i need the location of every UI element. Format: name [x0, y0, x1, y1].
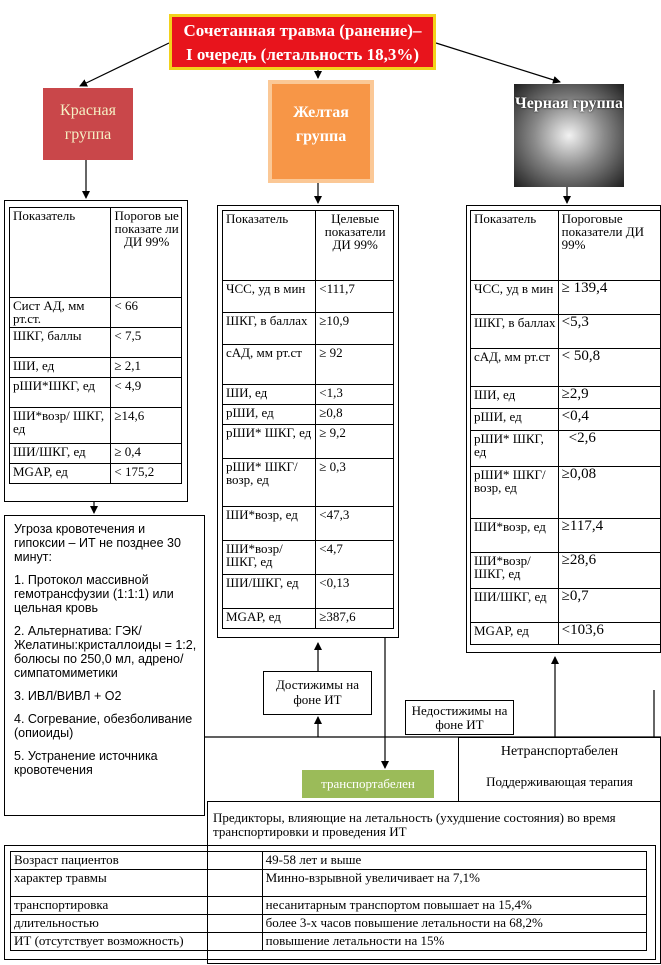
table-header-row [471, 211, 661, 281]
table-header-row [10, 208, 182, 298]
table-cell: < 175,2 [111, 464, 182, 484]
table-row [471, 553, 661, 589]
table-cell: ≥ 2,1 [111, 358, 182, 378]
table-row [223, 575, 394, 609]
table-cell: ≥0,08 [558, 467, 660, 519]
protocol-step: 1. Протокол массивной гемотрансфузии (1:1:1) или цельная кровь [14, 573, 174, 615]
table-cell: сАД, мм рт.ст [223, 345, 316, 385]
table-cell: характер травмы [11, 870, 263, 897]
table-cell: ШКГ, в баллах [223, 313, 316, 345]
table-row [223, 507, 394, 541]
black-thresholds-table [470, 210, 661, 645]
main-title-box [169, 14, 436, 70]
table-cell: ≥ 0,4 [111, 444, 182, 464]
table-cell: ≥0,8 [316, 405, 394, 425]
table-row [10, 464, 182, 484]
main-title-line2: I очередь (летальность 18,3%) [186, 45, 419, 64]
table-row [223, 459, 394, 507]
table-row [223, 425, 394, 459]
transportable-box: транспортабелен [302, 770, 434, 798]
table-cell: MGAP, ед [10, 464, 111, 484]
table-cell: сАД, мм рт.ст [471, 349, 559, 387]
table-row [11, 897, 647, 915]
table-row [223, 313, 394, 345]
table-cell: ШИ, ед [10, 358, 111, 378]
protocol-step: 5. Устранение источника кровотечения [14, 749, 158, 777]
table-cell: повышение летальности на 15% [262, 933, 646, 951]
table-row [10, 444, 182, 464]
table-cell: транспортировка [11, 897, 263, 915]
table-cell: ЧСС, уд в мин [223, 281, 316, 313]
red-thresholds-table [9, 207, 182, 484]
table-cell: Минно-взрывной увеличивает на 7,1% [262, 870, 646, 897]
table-row [471, 409, 661, 431]
table-cell: ШКГ, в баллах [471, 315, 559, 349]
table-row [11, 933, 647, 951]
table-cell: рШИ* ШКГ, ед [471, 431, 559, 467]
table-row [223, 385, 394, 405]
table-cell: ≥0,7 [558, 589, 660, 623]
table-cell: рШИ*ШКГ, ед [10, 378, 111, 408]
table-row [471, 349, 661, 387]
table-cell: ШИ, ед [471, 387, 559, 409]
table-cell: ЧСС, уд в мин [471, 281, 559, 315]
table-cell: ШКГ, баллы [10, 328, 111, 358]
table-cell: <1,3 [316, 385, 394, 405]
table-row [223, 345, 394, 385]
table-row [10, 408, 182, 444]
table-cell: ШИ*возр, ед [471, 519, 559, 553]
supportive-therapy-label: Поддерживающая терапия [486, 774, 633, 789]
table-header: Пороговые показатели ДИ 99% [558, 211, 660, 281]
table-row [11, 915, 647, 933]
table-row [471, 387, 661, 409]
table-row [10, 378, 182, 408]
table-cell: ≥2,9 [558, 387, 660, 409]
table-cell: <0,4 [558, 409, 660, 431]
table-row [471, 589, 661, 623]
table-row [10, 298, 182, 328]
protocol-intro: Угроза кровотечения и гипоксии – ИТ не позднее 30 минут: [14, 522, 181, 564]
table-cell: ШИ/ШКГ, ед [471, 589, 559, 623]
predictors-title: Предикторы, влияющие на летальность (ухудшение состояния) во время транспортировки и проведения ИТ [213, 810, 616, 839]
yellow-targets-table [222, 210, 394, 629]
table-cell: < 7,5 [111, 328, 182, 358]
table-cell: рШИ* ШКГ, ед [223, 425, 316, 459]
table-row [223, 541, 394, 575]
unachievable-box: Недостижимы на фоне ИТ [405, 700, 514, 735]
table-cell: ≥ 0,3 [316, 459, 394, 507]
table-row [471, 519, 661, 553]
table-cell: ≥28,6 [558, 553, 660, 589]
table-row [11, 852, 647, 870]
table-cell: ШИ*возр/ ШКГ, ед [223, 541, 316, 575]
table-cell: ≥387,6 [316, 609, 394, 629]
non-transportable-title: Нетранспортабелен [500, 744, 619, 759]
table-cell: MGAP, ед [471, 623, 559, 645]
table-cell: длительностью [11, 915, 263, 933]
table-cell: ШИ*возр/ ШКГ, ед [10, 408, 111, 444]
table-cell: несанитарным транспортом повышает на 15,4% [262, 897, 646, 915]
protocol-step: 4. Согревание, обезболивание (опиоиды) [14, 712, 193, 740]
table-cell: ШИ*возр, ед [223, 507, 316, 541]
table-header-row [223, 211, 394, 281]
table-header: Показатель [471, 211, 559, 281]
table-row [471, 315, 661, 349]
table-cell: ИТ (отсутствует возможность) [11, 933, 263, 951]
table-cell: Сист АД, мм рт.ст. [10, 298, 111, 328]
table-row [471, 623, 661, 645]
table-header: Показатель [223, 211, 316, 281]
table-cell: < 50,8 [558, 349, 660, 387]
table-cell: <0,13 [316, 575, 394, 609]
table-cell: ≥ 92 [316, 345, 394, 385]
yellow-group-box: Желтая группа [268, 80, 374, 183]
table-cell: рШИ, ед [223, 405, 316, 425]
table-row [471, 467, 661, 519]
table-header: Целевые показатели ДИ 99% [316, 211, 394, 281]
main-title-line1: Сочетанная травма (ранение)– [183, 21, 422, 40]
table-cell: ШИ/ШКГ, ед [10, 444, 111, 464]
table-cell: ≥14,6 [111, 408, 182, 444]
table-row [11, 870, 647, 897]
table-cell: <5,3 [558, 315, 660, 349]
table-cell: рШИ, ед [471, 409, 559, 431]
table-cell: < 66 [111, 298, 182, 328]
table-cell: рШИ* ШКГ/ возр, ед [223, 459, 316, 507]
table-row [223, 609, 394, 629]
table-cell: < 4,9 [111, 378, 182, 408]
table-cell: MGAP, ед [223, 609, 316, 629]
table-cell: ≥117,4 [558, 519, 660, 553]
red-group-box: Красная группа [43, 88, 133, 160]
table-row [223, 405, 394, 425]
table-cell: <103,6 [558, 623, 660, 645]
table-cell: <111,7 [316, 281, 394, 313]
table-cell: Возраст пациентов [11, 852, 263, 870]
table-cell: <2,6 [558, 431, 660, 467]
table-cell: 49-58 лет и выше [262, 852, 646, 870]
protocol-step: 2. Альтернатива: ГЭК/Желатины:кристаллоиды = 1:2, болюсы по 250,0 мл, адрено/симпатомиметики [14, 624, 197, 680]
table-row [10, 358, 182, 378]
table-cell: <4,7 [316, 541, 394, 575]
table-cell: ШИ*возр/ ШКГ, ед [471, 553, 559, 589]
table-cell: ШИ/ШКГ, ед [223, 575, 316, 609]
table-cell: ≥10,9 [316, 313, 394, 345]
table-cell: ШИ, ед [223, 385, 316, 405]
table-header: Показатель [10, 208, 111, 298]
treatment-protocol-box [4, 515, 205, 816]
table-cell: более 3-х часов повышение летальности на 68,2% [262, 915, 646, 933]
table-row [471, 281, 661, 315]
black-group-box: Черная группа [514, 84, 624, 187]
non-transportable-box [458, 737, 661, 802]
achievable-box: Достижимы на фоне ИТ [263, 671, 372, 715]
table-cell: ≥ 139,4 [558, 281, 660, 315]
predictors-table [10, 851, 647, 951]
protocol-step: 3. ИВЛ/ВИВЛ + О2 [14, 689, 122, 703]
table-row [10, 328, 182, 358]
table-cell: рШИ* ШКГ/ возр, ед [471, 467, 559, 519]
table-header: Порогов ые показате ли ДИ 99% [111, 208, 182, 298]
table-row [223, 281, 394, 313]
table-cell: ≥ 9,2 [316, 425, 394, 459]
table-cell: <47,3 [316, 507, 394, 541]
table-row [471, 431, 661, 467]
